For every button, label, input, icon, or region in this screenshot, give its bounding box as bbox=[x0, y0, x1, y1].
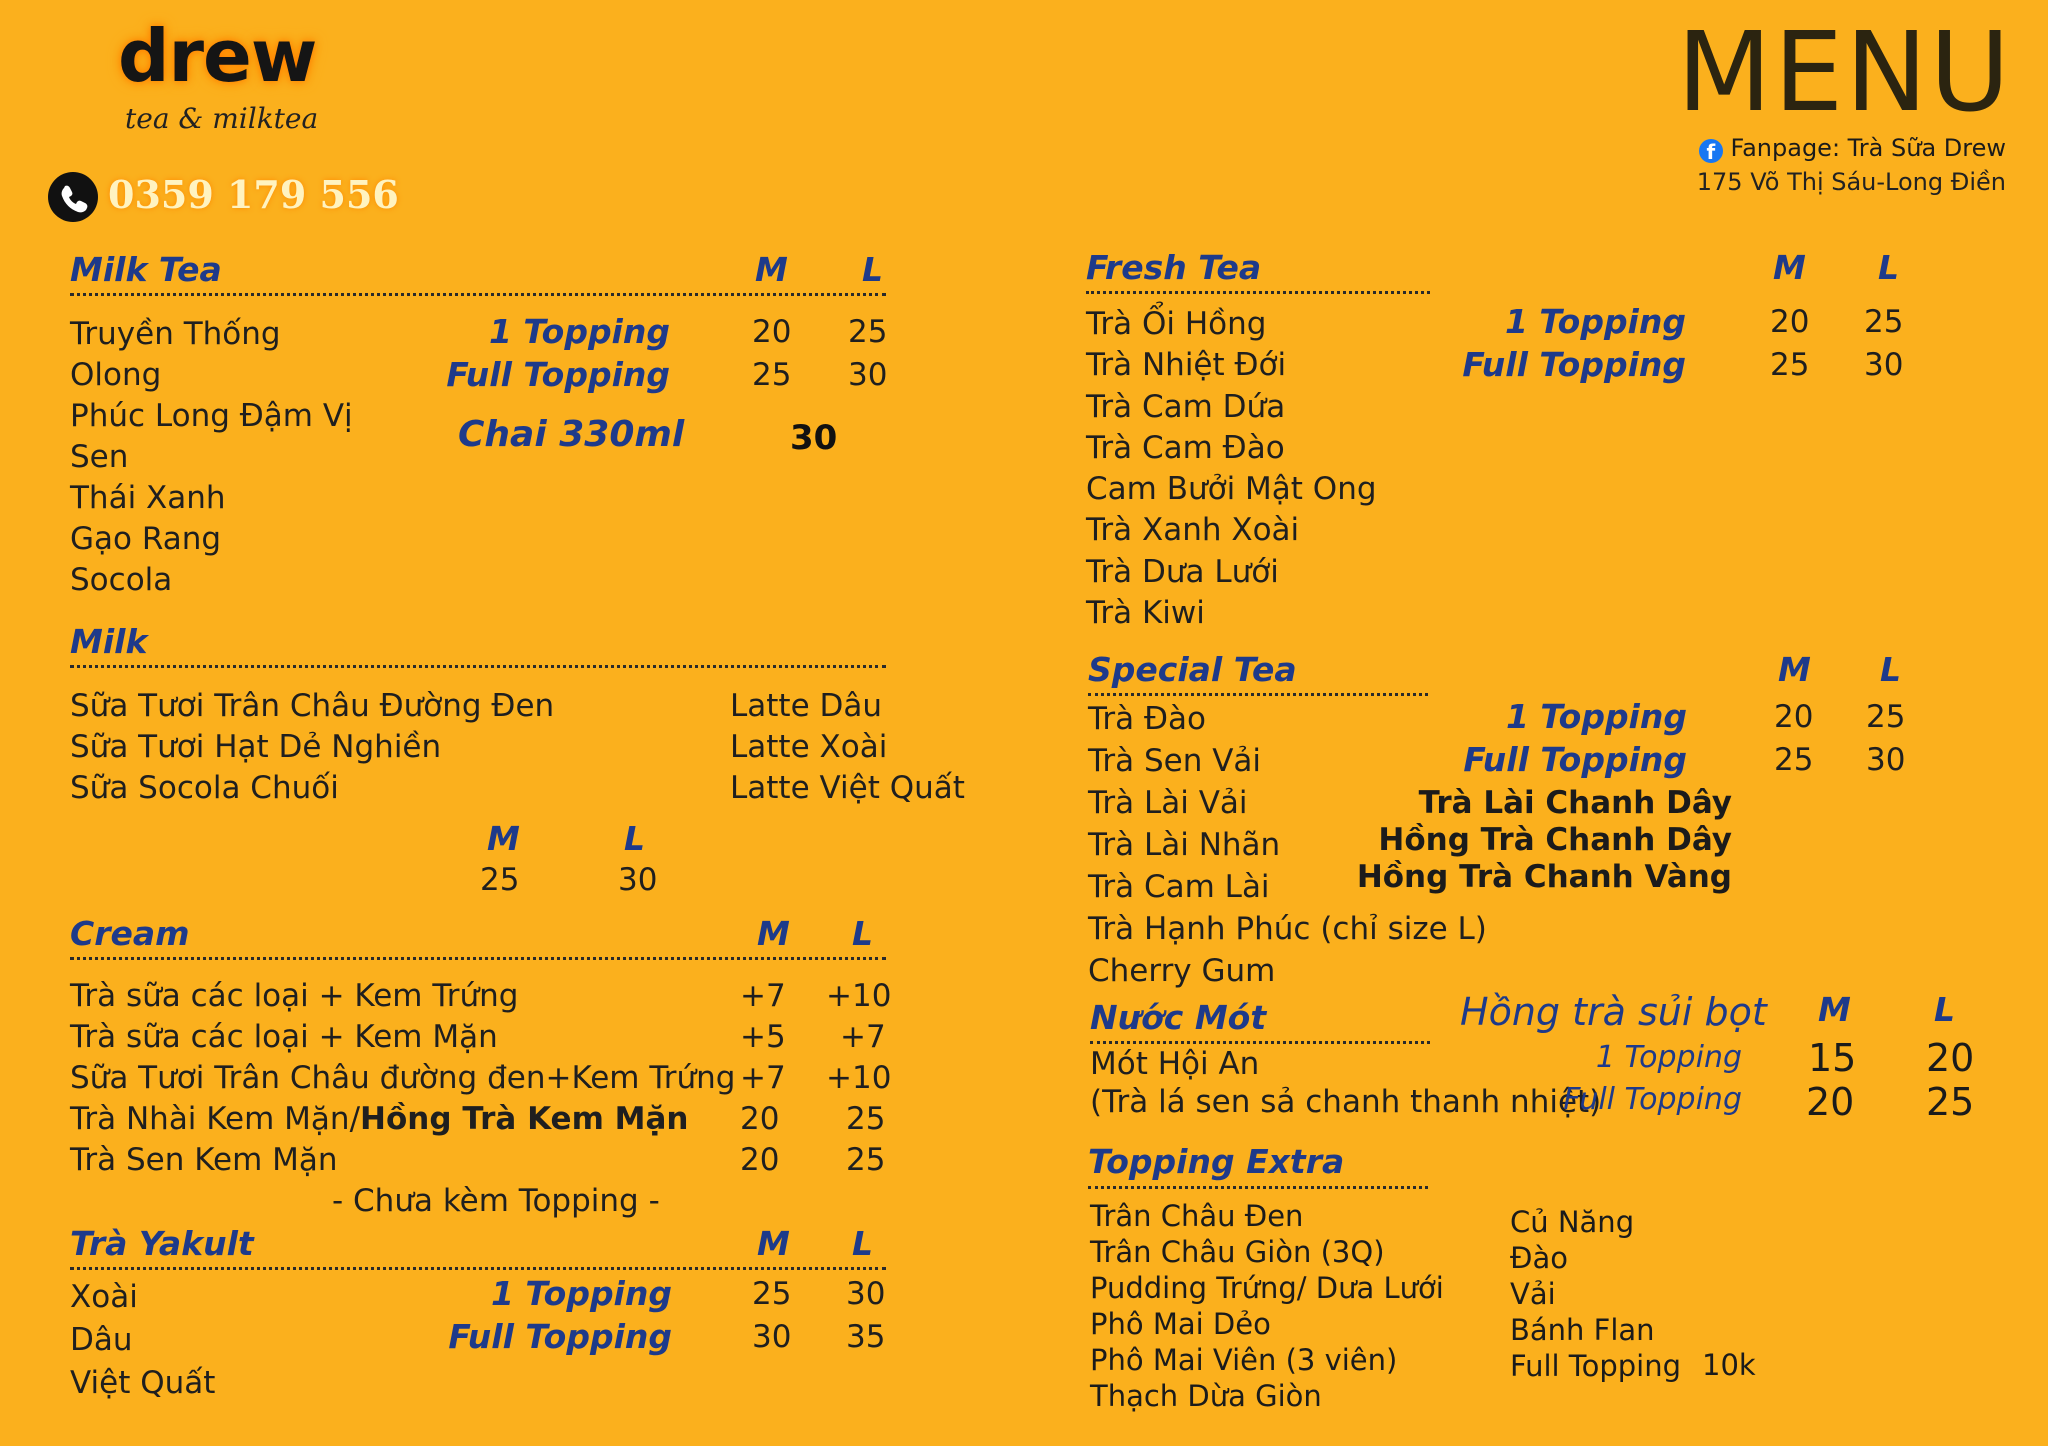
divider bbox=[1086, 291, 1430, 294]
list-item: (Trà lá sen sả chanh thanh nhiệt) bbox=[1090, 1084, 1602, 1120]
price: 25 bbox=[752, 357, 792, 393]
list-item: Olong bbox=[70, 357, 162, 393]
size-m-label: M bbox=[755, 250, 788, 289]
divider bbox=[1090, 1041, 1430, 1044]
price: +10 bbox=[826, 1060, 892, 1096]
list-item: Phô Mai Viên (3 viên) bbox=[1090, 1343, 1398, 1377]
list-item: Dâu bbox=[70, 1322, 133, 1358]
list-item: Trà Dưa Lưới bbox=[1086, 553, 1279, 590]
full-topping-label: Full Topping bbox=[448, 1317, 672, 1356]
list-item: Socola bbox=[70, 562, 173, 598]
size-l-label: L bbox=[624, 819, 646, 858]
divider bbox=[70, 665, 886, 668]
size-m-label: M bbox=[1818, 990, 1851, 1029]
section-title-topping-extra: Topping Extra bbox=[1088, 1142, 1345, 1181]
divider bbox=[70, 1267, 886, 1270]
list-item: Trà Hạnh Phúc (chỉ size L) bbox=[1088, 911, 1487, 947]
price: 30 bbox=[848, 357, 888, 393]
yakult-list bbox=[70, 1276, 215, 1405]
phone-icon bbox=[48, 172, 98, 222]
list-item: Trà Lài Vải bbox=[1088, 785, 1248, 821]
size-l-label: L bbox=[1880, 650, 1902, 689]
price: 30 bbox=[1864, 347, 1904, 383]
list-item: Cherry Gum bbox=[1088, 953, 1276, 989]
list-item: Trà Lài Chanh Dây bbox=[1418, 785, 1732, 821]
price: 25 bbox=[1866, 699, 1906, 735]
one-topping-label: 1 Topping bbox=[490, 1274, 672, 1313]
price: 25 bbox=[1864, 304, 1904, 340]
list-item: Trân Châu Giòn (3Q) bbox=[1090, 1235, 1385, 1269]
price: 25 bbox=[752, 1276, 792, 1312]
price: 25 bbox=[848, 314, 888, 350]
price: 30 bbox=[618, 862, 658, 898]
section-title-milk: Milk bbox=[70, 622, 148, 661]
list-item: Trân Châu Đen bbox=[1090, 1199, 1304, 1233]
list-item: Trà Cam Dứa bbox=[1086, 388, 1286, 425]
fanpage-text: Fanpage: Trà Sữa Drew bbox=[1730, 134, 2006, 162]
cream-row: Trà Sen Kem Mặn bbox=[70, 1142, 338, 1178]
list-item: Sữa Socola Chuối bbox=[70, 770, 339, 806]
price: 20 bbox=[740, 1101, 780, 1137]
price: +7 bbox=[740, 978, 786, 1014]
size-m-label: M bbox=[757, 1224, 790, 1263]
price: +7 bbox=[840, 1019, 886, 1055]
list-item: Thạch Dừa Giòn bbox=[1090, 1379, 1322, 1413]
list-item: Sữa Tươi Hạt Dẻ Nghiền bbox=[70, 729, 442, 765]
list-item: Pudding Trứng/ Dưa Lưới bbox=[1090, 1271, 1444, 1305]
price: 20 bbox=[1926, 1036, 1975, 1080]
fresh-tea-list bbox=[1086, 304, 1377, 634]
one-topping-label: 1 Topping bbox=[1504, 302, 1686, 341]
topping-right-list bbox=[1510, 1204, 1681, 1384]
fanpage-line bbox=[1699, 134, 2006, 163]
size-l-label: L bbox=[1934, 990, 1956, 1029]
size-l-label: L bbox=[862, 250, 884, 289]
size-m-label: M bbox=[487, 819, 520, 858]
one-topping-label: 1 Topping bbox=[1595, 1040, 1742, 1075]
divider bbox=[1088, 1186, 1428, 1189]
list-item: Xoài bbox=[70, 1279, 138, 1315]
list-item: Latte Xoài bbox=[730, 729, 888, 765]
section-title-nuoc-mot: Nước Mót bbox=[1090, 998, 1267, 1037]
full-topping-label: Full Topping bbox=[1563, 1082, 1742, 1117]
section-title-milk-tea: Milk Tea bbox=[70, 250, 222, 289]
divider bbox=[1088, 693, 1428, 696]
list-item: Trà Kiwi bbox=[1086, 595, 1205, 632]
price: 20 bbox=[752, 314, 792, 350]
list-item: Trà Sen Vải bbox=[1088, 743, 1262, 779]
size-l-label: L bbox=[852, 914, 874, 953]
brand-logo: drew bbox=[118, 14, 317, 98]
list-item: Trà Cam Lài bbox=[1088, 869, 1270, 905]
address: 175 Võ Thị Sáu-Long Điền bbox=[1696, 168, 2006, 196]
list-item: Việt Quất bbox=[70, 1365, 216, 1401]
price: 25 bbox=[480, 862, 520, 898]
list-item: Sen bbox=[70, 439, 129, 475]
phone-number: 0359 179 556 bbox=[108, 172, 399, 217]
list-item: Latte Dâu bbox=[730, 688, 883, 724]
list-item: Đào bbox=[1510, 1241, 1568, 1275]
divider bbox=[70, 293, 886, 296]
list-item: Latte Việt Quất bbox=[730, 770, 965, 806]
price: +10 bbox=[826, 978, 892, 1014]
full-topping-label: Full Topping bbox=[446, 355, 670, 394]
page-title: MENU bbox=[1676, 8, 2012, 136]
price: 20 bbox=[740, 1142, 780, 1178]
one-topping-label: 1 Topping bbox=[1505, 697, 1687, 736]
size-m-label: M bbox=[757, 914, 790, 953]
size-m-label: M bbox=[1773, 248, 1806, 287]
list-item: Thái Xanh bbox=[70, 480, 226, 516]
cream-row: Sữa Tươi Trân Châu đường đen+Kem Trứng bbox=[70, 1060, 736, 1096]
list-item: Trà Đào bbox=[1088, 701, 1206, 737]
size-m-label: M bbox=[1778, 650, 1811, 689]
milk-tea-list bbox=[70, 314, 353, 601]
price: 25 bbox=[846, 1101, 886, 1137]
price: 30 bbox=[846, 1276, 886, 1312]
price: 25 bbox=[1774, 742, 1814, 778]
section-title-cream: Cream bbox=[70, 914, 190, 953]
full-topping-label: Full Topping bbox=[1462, 345, 1686, 384]
topping-left-list bbox=[1090, 1198, 1444, 1414]
facebook-icon: f bbox=[1699, 139, 1723, 163]
nuoc-mot-subtitle: Hồng trà sủi bọt bbox=[1460, 990, 1767, 1034]
list-item: Củ Năng bbox=[1510, 1205, 1635, 1239]
size-l-label: L bbox=[1878, 248, 1900, 287]
list-item: Trà Nhiệt Đới bbox=[1086, 347, 1287, 384]
full-topping-label: Full Topping bbox=[1463, 740, 1687, 779]
special-extra-list bbox=[1357, 785, 1732, 896]
price: 35 bbox=[846, 1319, 886, 1355]
list-item: Cam Bưởi Mật Ong bbox=[1086, 471, 1377, 508]
milk-left-list bbox=[70, 686, 554, 809]
one-topping-label: 1 Topping bbox=[488, 312, 670, 351]
price: 25 bbox=[1770, 347, 1810, 383]
list-item: Trà Xanh Xoài bbox=[1086, 512, 1300, 549]
cream-row bbox=[70, 1101, 689, 1137]
list-item: Vải bbox=[1510, 1277, 1556, 1311]
list-item: Trà Ổi Hồng bbox=[1086, 306, 1267, 342]
list-item: Bánh Flan bbox=[1510, 1313, 1655, 1347]
list-item: Hồng Trà Chanh Dây bbox=[1378, 822, 1732, 858]
price: 30 bbox=[752, 1319, 792, 1355]
section-title-yakult: Trà Yakult bbox=[70, 1224, 254, 1263]
list-item: Hồng Trà Chanh Vàng bbox=[1356, 859, 1732, 895]
section-title-fresh-tea: Fresh Tea bbox=[1086, 248, 1262, 287]
bottle-price: 30 bbox=[790, 418, 838, 458]
bottle-label: Chai 330ml bbox=[458, 414, 685, 455]
cream-row-name-bold: Hồng Trà Kem Mặn bbox=[360, 1101, 689, 1137]
price: 20 bbox=[1770, 304, 1810, 340]
price: 15 bbox=[1808, 1036, 1857, 1080]
price: +5 bbox=[740, 1019, 786, 1055]
list-item: Truyền Thống bbox=[70, 316, 281, 352]
topping-price: 10k bbox=[1702, 1348, 1756, 1382]
list-item: Phúc Long Đậm Vị bbox=[70, 398, 353, 434]
list-item: Phô Mai Dẻo bbox=[1090, 1307, 1271, 1341]
price: 25 bbox=[1926, 1080, 1975, 1124]
price: 20 bbox=[1806, 1080, 1855, 1124]
price: 20 bbox=[1774, 699, 1814, 735]
section-title-special-tea: Special Tea bbox=[1088, 650, 1297, 689]
cream-row: Trà sữa các loại + Kem Trứng bbox=[70, 978, 519, 1014]
list-item: Mót Hội An bbox=[1090, 1046, 1260, 1082]
milk-right-list bbox=[730, 686, 965, 809]
brand-tagline: tea & milktea bbox=[125, 102, 319, 135]
size-l-label: L bbox=[852, 1224, 874, 1263]
list-item: Full Topping bbox=[1510, 1349, 1681, 1383]
list-item: Trà Cam Đào bbox=[1086, 429, 1285, 466]
cream-row-name: Trà Nhài Kem Mặn/ bbox=[70, 1101, 361, 1137]
cream-note: - Chưa kèm Topping - bbox=[332, 1183, 660, 1219]
cream-row: Trà sữa các loại + Kem Mặn bbox=[70, 1019, 498, 1055]
list-item: Gạo Rang bbox=[70, 521, 222, 557]
list-item: Sữa Tươi Trân Châu Đường Đen bbox=[70, 688, 555, 724]
price: 25 bbox=[846, 1142, 886, 1178]
price: +7 bbox=[740, 1060, 786, 1096]
list-item: Trà Lài Nhãn bbox=[1088, 827, 1281, 863]
divider bbox=[70, 957, 886, 960]
price: 30 bbox=[1866, 742, 1906, 778]
